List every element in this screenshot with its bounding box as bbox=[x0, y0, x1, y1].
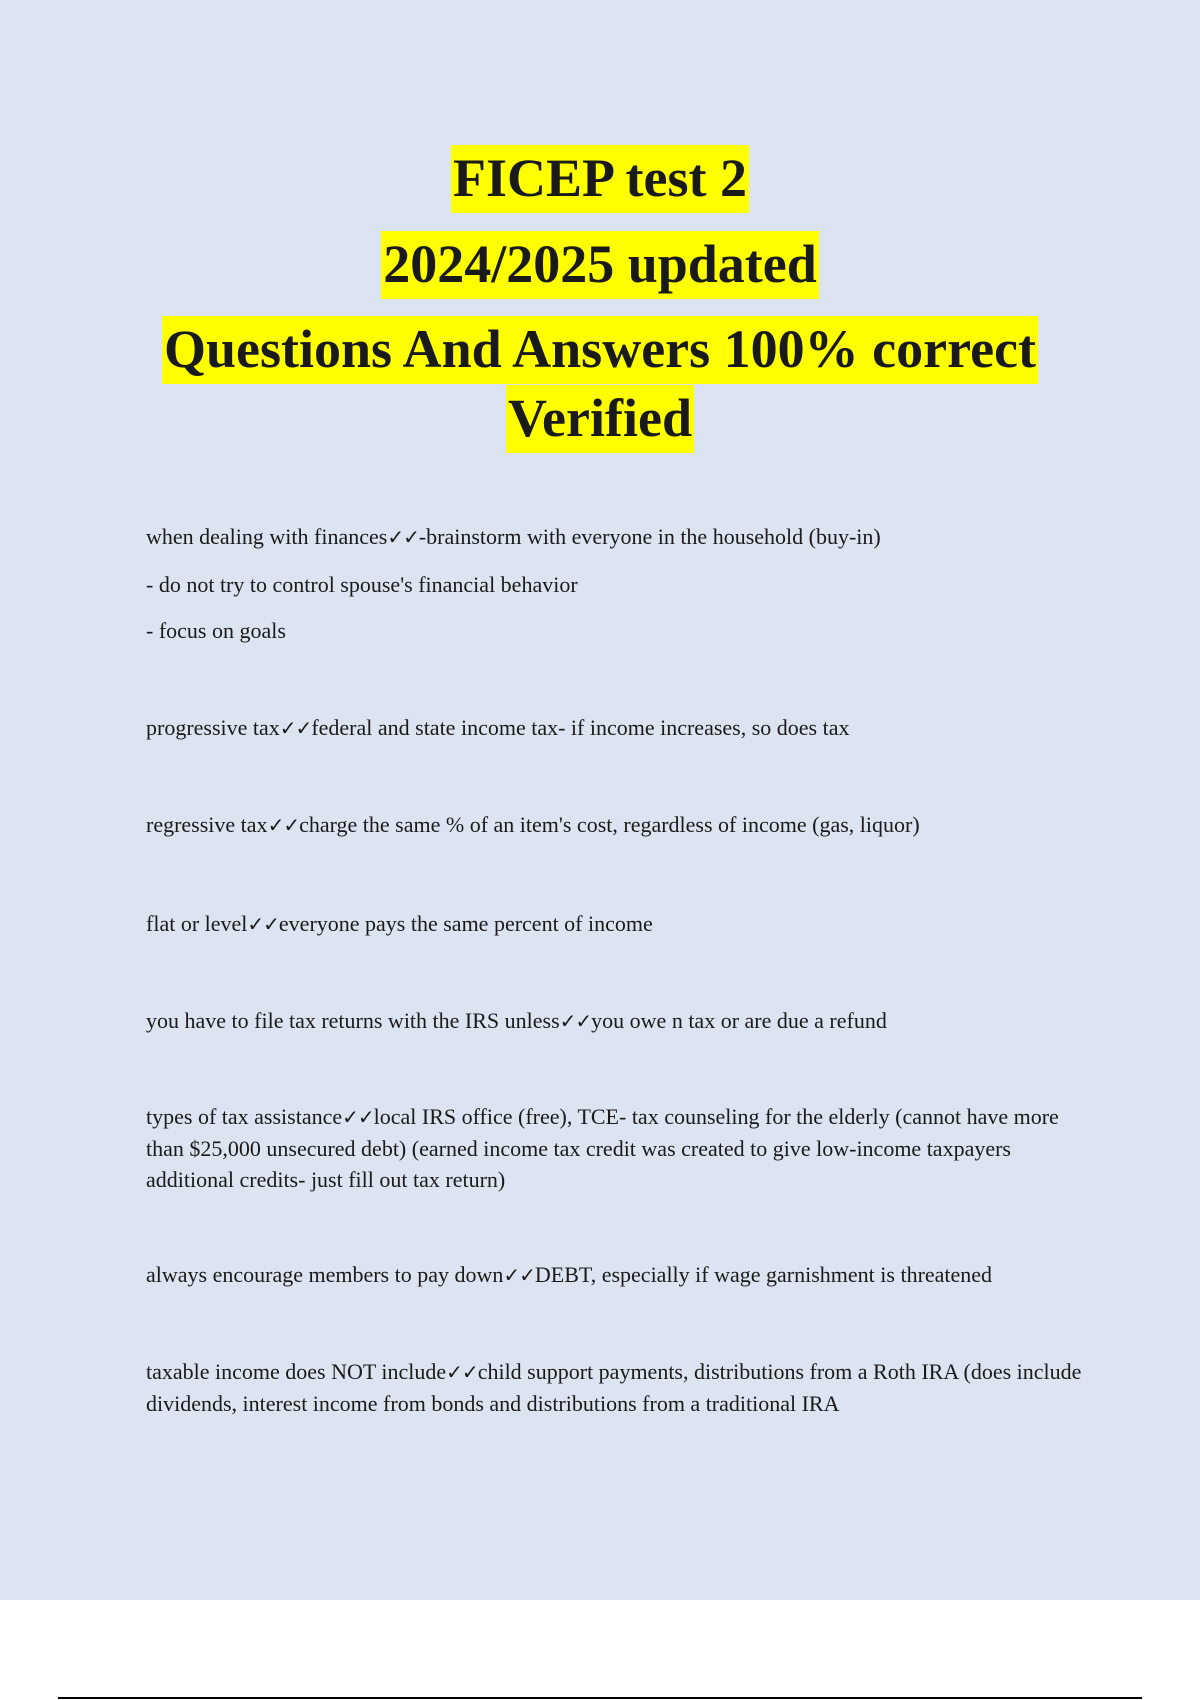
footer-divider bbox=[58, 1697, 1142, 1699]
double-check-icon: ✓✓ bbox=[387, 525, 419, 549]
title-line-3: Questions And Answers 100% correct bbox=[162, 316, 1038, 384]
title-line-2: 2024/2025 updated bbox=[381, 231, 819, 299]
qa-term: taxable income does NOT include bbox=[146, 1359, 447, 1384]
double-check-icon: ✓✓ bbox=[267, 813, 300, 837]
qa-item bbox=[146, 1259, 1106, 1291]
qa-item bbox=[146, 1356, 1086, 1419]
qa-term: when dealing with finances bbox=[146, 524, 388, 549]
qa-item bbox=[146, 712, 1086, 744]
qa-term: progressive tax bbox=[146, 715, 280, 740]
double-check-icon: ✓✓ bbox=[446, 1360, 478, 1384]
qa-item bbox=[146, 908, 1086, 940]
qa-answer: -brainstorm with everyone in the household (buy-in) bbox=[418, 524, 881, 549]
qa-answer: local IRS office (free), TCE- tax counseling for the elderly (cannot have more than $25,000 unsecured debt) (earned income tax credit was created to give low-income taxpayers additional credits- just fill out tax return) bbox=[146, 1104, 1059, 1192]
qa-item bbox=[146, 1005, 1086, 1037]
qa-answer: everyone pays the same percent of income bbox=[278, 911, 653, 936]
title-line-4: Verified bbox=[506, 385, 694, 453]
qa-term: regressive tax bbox=[146, 812, 268, 837]
qa-term: always encourage members to pay down bbox=[146, 1262, 504, 1287]
title-line-1: FICEP test 2 bbox=[451, 145, 749, 213]
double-check-icon: ✓✓ bbox=[279, 716, 312, 740]
qa-answer: federal and state income tax- if income increases, so does tax bbox=[311, 715, 850, 740]
qa-answer: DEBT, especially if wage garnishment is threatened bbox=[534, 1262, 993, 1287]
double-check-icon: ✓✓ bbox=[503, 1263, 535, 1287]
qa-term: types of tax assistance bbox=[146, 1104, 343, 1129]
qa-answer: charge the same % of an item's cost, regardless of income (gas, liquor) bbox=[299, 812, 920, 837]
qa-answer: you owe n tax or are due a refund bbox=[591, 1008, 887, 1033]
double-check-icon: ✓✓ bbox=[247, 912, 279, 936]
qa-item bbox=[146, 1101, 1086, 1195]
qa-term: flat or level bbox=[146, 911, 248, 936]
double-check-icon: ✓✓ bbox=[342, 1105, 374, 1129]
qa-item bbox=[146, 809, 1086, 841]
qa-term: you have to file tax returns with the IRS unless bbox=[146, 1008, 560, 1033]
qa-answer-extra: - focus on goals bbox=[146, 618, 286, 643]
qa-answer-extra: - do not try to control spouse's financial behavior bbox=[146, 572, 578, 597]
qa-answer: child support payments, distributions from a Roth IRA (does include dividends, interest income from bonds and distributions from a traditional IRA bbox=[146, 1359, 1082, 1416]
qa-item bbox=[146, 521, 1086, 646]
double-check-icon: ✓✓ bbox=[559, 1009, 592, 1033]
